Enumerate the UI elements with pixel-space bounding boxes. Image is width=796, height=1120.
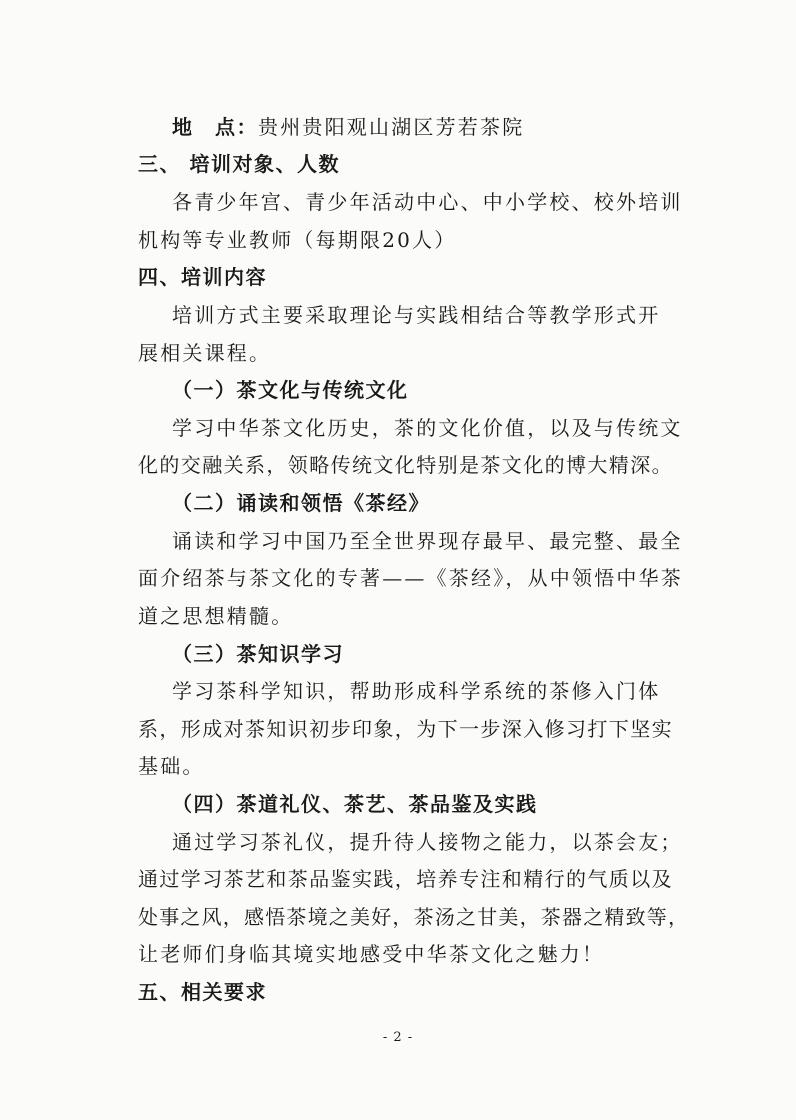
sub3-line1: 学习茶科学知识，帮助形成科学系统的茶修入门体 — [172, 679, 661, 703]
sub2-line2: 面介绍茶与茶文化的专著——《茶经》，从中领悟中华茶 — [138, 566, 683, 590]
location-line — [172, 114, 524, 140]
section4-heading: 四、培训内容 — [138, 265, 267, 289]
sub3-line3: 基础。 — [138, 754, 205, 778]
sub3-heading: （三）茶知识学习 — [172, 642, 344, 666]
sub2-line1: 诵读和学习中国乃至全世界现存最早、最完整、最全 — [172, 529, 683, 553]
sub1-line1: 学习中华茶文化历史，茶的文化价值，以及与传统文 — [172, 416, 683, 440]
sub4-line1: 通过学习茶礼仪，提升待人接物之能力，以茶会友； — [172, 830, 683, 854]
section5-heading: 五、相关要求 — [138, 980, 267, 1004]
sub2-heading: （二）诵读和领悟《茶经》 — [172, 491, 430, 515]
location-label: 地 点： — [172, 115, 258, 139]
sub4-line3: 处事之风，感悟茶境之美好，茶汤之甘美，茶器之精致等， — [138, 905, 690, 929]
page-number: - 2 - — [382, 1030, 414, 1045]
sub4-heading: （四）茶道礼仪、茶艺、茶品鉴及实践 — [172, 792, 538, 816]
section4-intro-line2: 展相关课程。 — [138, 341, 272, 365]
sub1-line2: 化的交融关系，领略传统文化特别是茶文化的博大精深。 — [138, 453, 673, 477]
sub4-line2: 通过学习茶艺和茶品鉴实践，培养专注和精行的气质以及 — [138, 867, 673, 891]
section3-body-line1: 各青少年宫、青少年活动中心、中小学校、校外培训 — [172, 190, 683, 214]
sub4-line4: 让老师们身临其境实地感受中华茶文化之魅力！ — [138, 942, 605, 966]
sub3-line2: 系，形成对茶知识初步印象，为下一步深入修习打下坚实 — [138, 717, 673, 741]
location-value: 贵州贵阳观山湖区芳若茶院 — [258, 115, 525, 139]
sub2-line3: 道之思想精髓。 — [138, 604, 294, 628]
section3-heading: 三、 培训对象、人数 — [138, 152, 340, 176]
section4-intro-line1: 培训方式主要采取理论与实践相结合等教学形式开 — [172, 303, 661, 327]
sub1-heading: （一）茶文化与传统文化 — [172, 378, 409, 402]
section3-body-line2: 机构等专业教师（每期限20人） — [138, 228, 457, 252]
